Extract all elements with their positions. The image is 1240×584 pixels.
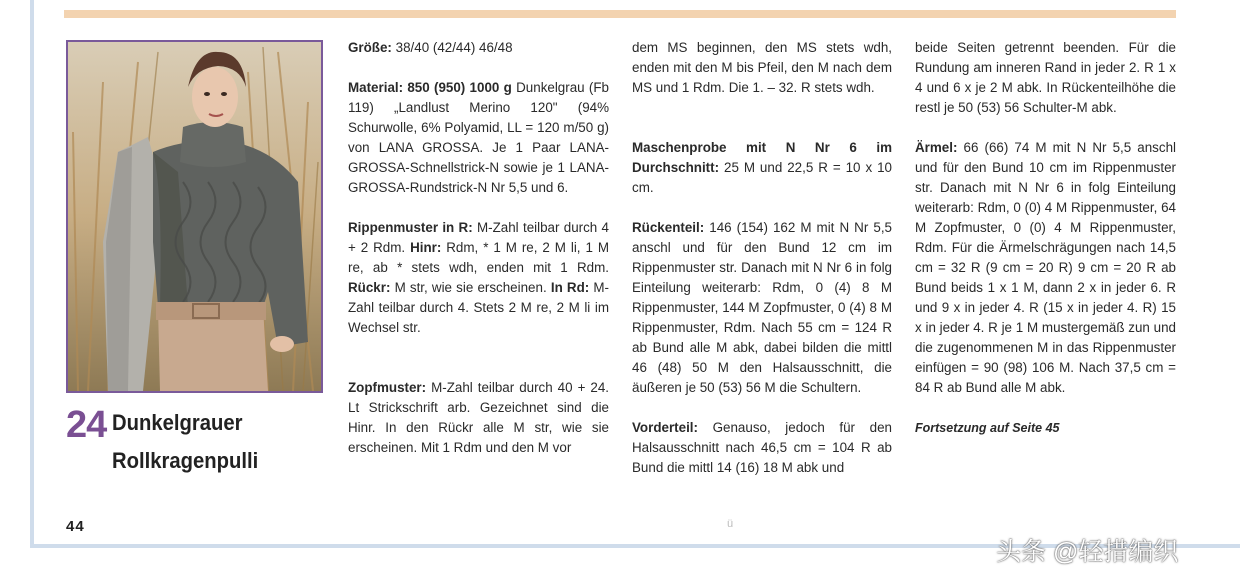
zopfmuster-label: Zopfmuster: bbox=[348, 380, 427, 395]
maschenprobe-label: Maschenprobe mit N Nr 6 im Durchschnitt: bbox=[632, 140, 892, 175]
rueckenteil-paragraph bbox=[632, 218, 892, 398]
text-column-3 bbox=[915, 38, 1176, 438]
rueckr-label: Rückr: bbox=[348, 280, 391, 295]
rueckr-text: M str, wie sie erscheinen. bbox=[390, 280, 551, 295]
center-mark: ü bbox=[727, 518, 734, 530]
vorderteil-label: Vorderteil: bbox=[632, 420, 698, 435]
groesse-text: 38/40 (42/44) 46/48 bbox=[391, 40, 513, 55]
hinr-label: Hinr: bbox=[410, 240, 442, 255]
material-paragraph bbox=[348, 78, 609, 198]
rippenmuster-text: M-Zahl teilbar durch 4 + 2 Rdm. bbox=[348, 220, 610, 255]
text-column-2 bbox=[632, 38, 892, 478]
rueckenteil-label: Rückenteil: bbox=[632, 220, 705, 235]
pattern-title-line2: Rollkragenpulli bbox=[112, 448, 259, 473]
pattern-number: 24 bbox=[66, 404, 107, 446]
maschenprobe-paragraph bbox=[632, 138, 892, 198]
groesse-label: Größe: bbox=[348, 40, 392, 55]
aermel-text: 66 (66) 74 M mit N Nr 5,5 anschl und für den Bund 10 cm im Rippenmuster str. Danach mit N Nr 6 in folg Einteilung weiterarb: Rdm, 0 (0) 4 M Rippenmuster, 64 M Zopfmuster, 0 (0) 4 M Rippenmuster, Rdm. Für die Ärmelschrägungen nach 14,5 cm = 32 R (9 cm = 20 R) 9 cm = 20 R ab Bund beids 1 x 1 M, dann 2 x in jeder 6. R und 9 x in jeder 4. R (15 x in jeder 4. R) 15 x in jeder 4. R je 1 M mustergemäß zun und die zugenommenen M in das Rippenmuster einfügen = 90 (98) 106 M. Nach 37,5 cm = 84 R ab Bund alle M abk. bbox=[915, 140, 1176, 395]
hinr-text: Rdm, * 1 M re, 2 M li, 1 M re, ab * stets wdh, enden mit 1 Rdm. bbox=[348, 240, 610, 275]
vorderteil-continued: beide Seiten getrennt beenden. Für die Rundung am inneren Rand in jeder 2. R 1 x 4 und 6 x je 2 M abk. In Rückenteilhöhe die restl je 50 (53) 56 Schulter-M abk. bbox=[915, 40, 1176, 115]
fortsetzung-link[interactable]: Fortsetzung auf Seite 45 bbox=[915, 421, 1060, 435]
vorderteil-paragraph bbox=[632, 418, 892, 478]
watermark: 头条 @轻措编织 bbox=[996, 538, 1179, 566]
model-photo bbox=[66, 40, 323, 393]
aermel-paragraph bbox=[915, 138, 1176, 398]
page-left-rule bbox=[30, 0, 34, 548]
groesse-paragraph bbox=[348, 38, 609, 58]
rippenmuster-label: Rippenmuster in R: bbox=[348, 220, 473, 235]
rippenmuster-paragraph bbox=[348, 218, 609, 338]
material-label: Material: 850 (950) 1000 g bbox=[348, 80, 512, 95]
zopfmuster-text: M-Zahl teilbar durch 40 + 24. Lt Strickschrift arb. Gezeichnet sind die Hinr. In den Rückr alle M str, wie sie erscheinen. Mit 1 Rdm und den M vor bbox=[348, 380, 609, 455]
material-text: Dunkelgrau (Fb 119) „Landlust Merino 120" (94% Schurwolle, 6% Polyamid, LL = 120 m/50 g) von LANA GROSSA. Je 1 Paar LANA-GROSSA-Schnellstrick-N sowie je 1 LANA-GROSSA-Rundstrick-N Nr 5,5 und 6. bbox=[348, 80, 609, 195]
page-number: 44 bbox=[66, 518, 85, 535]
text-column-1 bbox=[348, 38, 609, 458]
maschenprobe-text: 25 M und 22,5 R = 10 x 10 cm. bbox=[632, 160, 892, 195]
zopfmuster-paragraph bbox=[348, 378, 609, 458]
aermel-label: Ärmel: bbox=[915, 140, 958, 155]
top-color-bar bbox=[64, 10, 1176, 18]
zopfmuster-continued: dem MS beginnen, den MS stets wdh, enden mit den M bis Pfeil, den M nach dem MS und 1 Rdm. Die 1. – 32. R stets wdh. bbox=[632, 40, 892, 95]
vorderteil-text: Genauso, jedoch für den Halsausschnitt nach 46,5 cm = 104 R ab Bund die mittl 14 (16) 18 M abk und bbox=[632, 420, 892, 475]
in-rd-text: M-Zahl teilbar durch 4. Stets 2 M re, 2 M li im Wechsel str. bbox=[348, 280, 609, 335]
in-rd-label: In Rd: bbox=[550, 280, 590, 295]
pattern-title-line1: Dunkelgrauer bbox=[112, 410, 243, 435]
rueckenteil-text: 146 (154) 162 M mit N Nr 5,5 anschl und für den Bund 12 cm im Rippenmuster str. Danach mit N Nr 6 in folg Einteilung weiterarb: Rdm, 0 (4) 8 M Rippenmuster, 144 M Zopfmuster, 0 (4) 8 M Rippenmuster, Rdm. Nach 55 cm = 124 R ab Bund alle M abk, dabei bilden die mittl 46 (48) 50 M den Halsausschnitt, die äußeren je 50 (53) 56 M die Schultern. bbox=[632, 220, 892, 395]
